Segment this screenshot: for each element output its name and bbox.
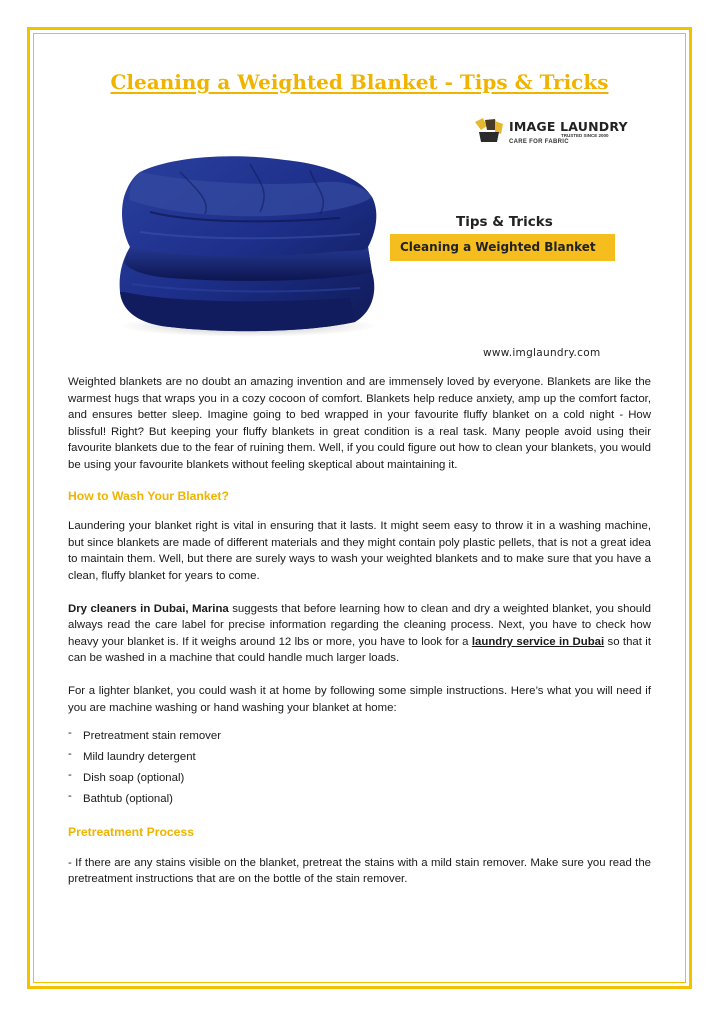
hero-heading: Tips & Tricks bbox=[456, 214, 553, 230]
section-heading-how-to-wash: How to Wash Your Blanket? bbox=[68, 488, 229, 503]
hero-band-text: Cleaning a Weighted Blanket bbox=[400, 240, 596, 254]
dash-bullet: - bbox=[68, 769, 72, 782]
list-item: - Bathtub (optional) bbox=[68, 789, 651, 810]
dash-bullet: - bbox=[68, 748, 72, 761]
how-to-wash-paragraph-2 bbox=[68, 601, 651, 667]
dash-bullet: - bbox=[68, 790, 72, 803]
logo-trusted-since: TRUSTED SINCE 2000 bbox=[561, 133, 609, 138]
article-body bbox=[68, 374, 651, 888]
hero-banner-image bbox=[98, 110, 628, 368]
hero-website-url: www.imglaundry.com bbox=[483, 347, 601, 359]
intro-paragraph: Weighted blankets are no doubt an amazing invention and are immensely loved by everyone. Blankets are like the warmest hugs that wraps you in a cozy cocoon of comfort. Blankets help reduce anxiety, amp up the comfort factor, and ensures better sleep. Imagine going to bed wrapped in your favourite fluffy blanket on a cold night - How blissful! Right? But keeping your fluffy blankets in great condition is a real task. Many people avoid using their favourite blankets due to the fear of ruining them. Well, if you could figure out how to clean your blankets, you would be using your favourite blankets without feeling skeptical about maintaining it. bbox=[68, 376, 651, 471]
paragraph-2-text: suggests that before learning how to clean and dry a weighted blanket, you should always read the care label for precise information regarding the cleaning process. Next, you have to check how heavy your blanket is. If it weighs around 12 lbs or more, you have to look for a bbox=[68, 602, 652, 648]
logo-wordmark: IMAGE LAUNDRY bbox=[509, 119, 628, 134]
logo-tagline: CARE FOR FABRIC bbox=[509, 139, 569, 145]
dry-cleaners-bold-text: Dry cleaners in Dubai, Marina bbox=[68, 602, 229, 615]
folded-blanket-illustration bbox=[110, 152, 390, 337]
how-to-wash-paragraph-3: For a lighter blanket, you could wash it at home by following some simple instructions. Here’s what you will need if you are machine washing or hand washing your blanket at home: bbox=[68, 684, 651, 714]
laundry-crest-icon bbox=[473, 116, 505, 144]
dash-bullet: - bbox=[68, 727, 72, 740]
page-title: Cleaning a Weighted Blanket - Tips & Tricks bbox=[110, 70, 609, 94]
supplies-list bbox=[68, 726, 651, 810]
laundry-service-link[interactable]: laundry service in Dubai bbox=[471, 635, 605, 648]
list-item: - Pretreatment stain remover bbox=[68, 726, 651, 747]
section-heading-pretreatment: Pretreatment Process bbox=[68, 825, 194, 840]
paragraph-2-end: so that it can be washed in a machine that could handle much larger loads. bbox=[68, 635, 651, 665]
image-laundry-logo bbox=[473, 114, 628, 150]
pretreatment-paragraph: - If there are any stains visible on the blanket, pretreat the stains with a mild stain remover. Make sure you read the pretreatment instructions that are on the bottle of the stain remover. bbox=[68, 856, 651, 886]
list-item: - Mild laundry detergent bbox=[68, 747, 651, 768]
how-to-wash-paragraph-1: Laundering your blanket right is vital in ensuring that it lasts. It might seem easy to throw it in a washing machine, but since blankets are made of different materials and they might contain poly plastic pellets, that is not a great idea to maintain them. Well, but there are surely ways to wash your weighted blankets and to make sure that you have a clean, fluffy blanket for years to come. bbox=[68, 520, 651, 582]
list-item: - Dish soap (optional) bbox=[68, 768, 651, 789]
